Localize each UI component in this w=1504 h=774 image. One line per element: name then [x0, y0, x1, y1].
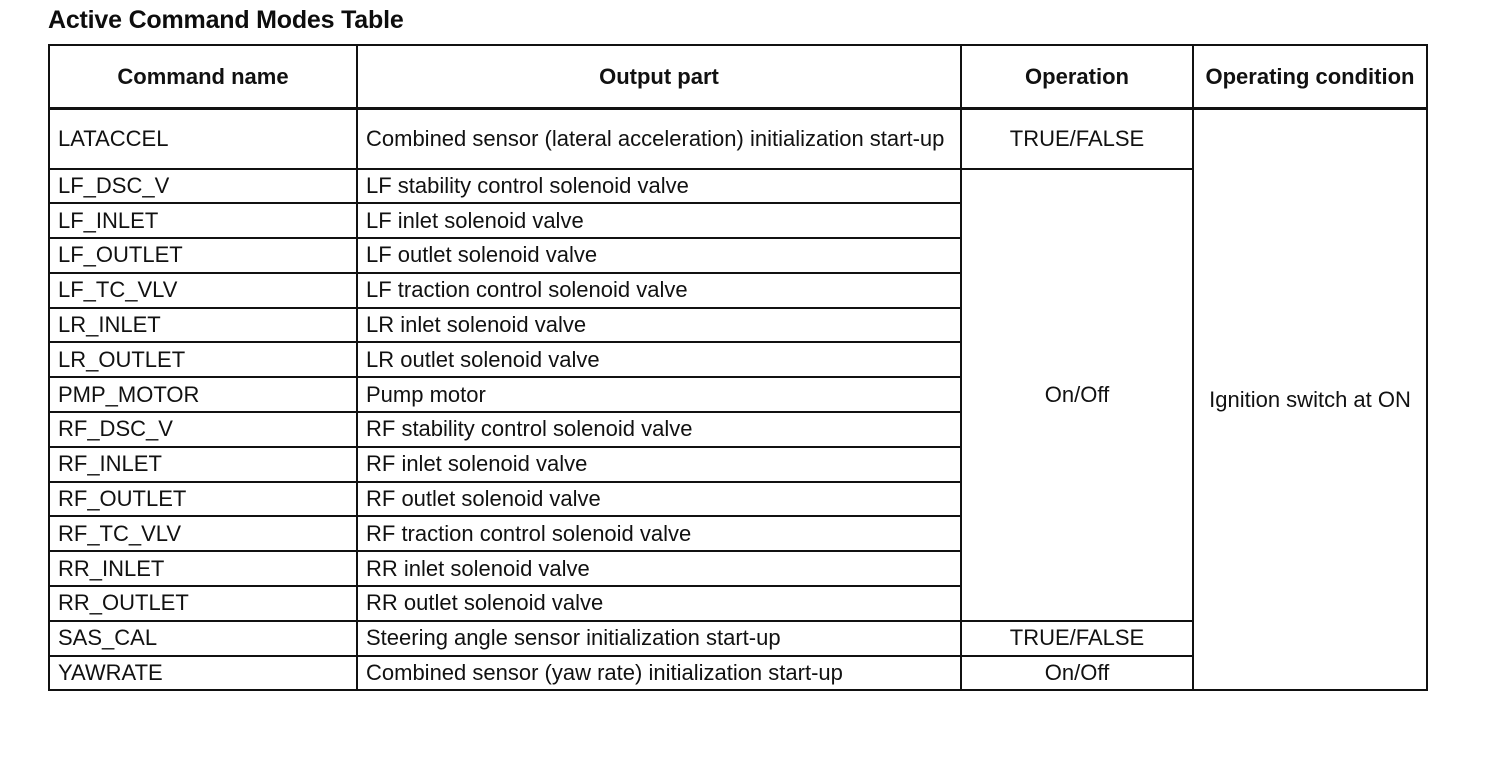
output-part-cell: RF outlet solenoid valve [357, 482, 961, 517]
output-part-cell: RR inlet solenoid valve [357, 551, 961, 586]
command-name-cell: RR_INLET [49, 551, 357, 586]
command-name-cell: LF_DSC_V [49, 169, 357, 204]
output-part-cell: LR inlet solenoid valve [357, 308, 961, 343]
output-part-cell: Pump motor [357, 377, 961, 412]
output-part-cell: LF inlet solenoid valve [357, 203, 961, 238]
output-part-cell: LF traction control solenoid valve [357, 273, 961, 308]
operation-cell: On/Off [961, 656, 1193, 691]
command-name-cell: LF_INLET [49, 203, 357, 238]
output-part-cell: LF stability control solenoid valve [357, 169, 961, 204]
header-command-name: Command name [49, 45, 357, 109]
output-part-cell: LR outlet solenoid valve [357, 342, 961, 377]
header-output-part: Output part [357, 45, 961, 109]
operating-condition-cell: Ignition switch at ON [1193, 109, 1427, 691]
operation-cell: On/Off [961, 169, 1193, 621]
output-part-cell: RF stability control solenoid valve [357, 412, 961, 447]
header-operating-condition: Operating condition [1193, 45, 1427, 109]
output-part-cell: Combined sensor (yaw rate) initialization start-up [357, 656, 961, 691]
command-name-cell: RF_TC_VLV [49, 516, 357, 551]
command-name-cell: RF_INLET [49, 447, 357, 482]
output-part-cell: Combined sensor (lateral acceleration) initialization start-up [357, 109, 961, 169]
operation-cell: TRUE/FALSE [961, 109, 1193, 169]
command-name-cell: YAWRATE [49, 656, 357, 691]
operation-cell: TRUE/FALSE [961, 621, 1193, 656]
output-part-cell: RF traction control solenoid valve [357, 516, 961, 551]
command-name-cell: LATACCEL [49, 109, 357, 169]
output-part-cell: RR outlet solenoid valve [357, 586, 961, 621]
command-name-cell: LF_OUTLET [49, 238, 357, 273]
command-name-cell: RF_OUTLET [49, 482, 357, 517]
command-name-cell: LR_INLET [49, 308, 357, 343]
command-name-cell: LR_OUTLET [49, 342, 357, 377]
active-command-modes-table [48, 44, 1428, 691]
command-name-cell: LF_TC_VLV [49, 273, 357, 308]
table-header-row [49, 45, 1427, 109]
header-operation: Operation [961, 45, 1193, 109]
command-name-cell: PMP_MOTOR [49, 377, 357, 412]
command-name-cell: RR_OUTLET [49, 586, 357, 621]
output-part-cell: RF inlet solenoid valve [357, 447, 961, 482]
table-row [49, 109, 1427, 169]
output-part-cell: LF outlet solenoid valve [357, 238, 961, 273]
command-name-cell: SAS_CAL [49, 621, 357, 656]
page-title: Active Command Modes Table [48, 6, 404, 34]
command-name-cell: RF_DSC_V [49, 412, 357, 447]
output-part-cell: Steering angle sensor initialization start-up [357, 621, 961, 656]
